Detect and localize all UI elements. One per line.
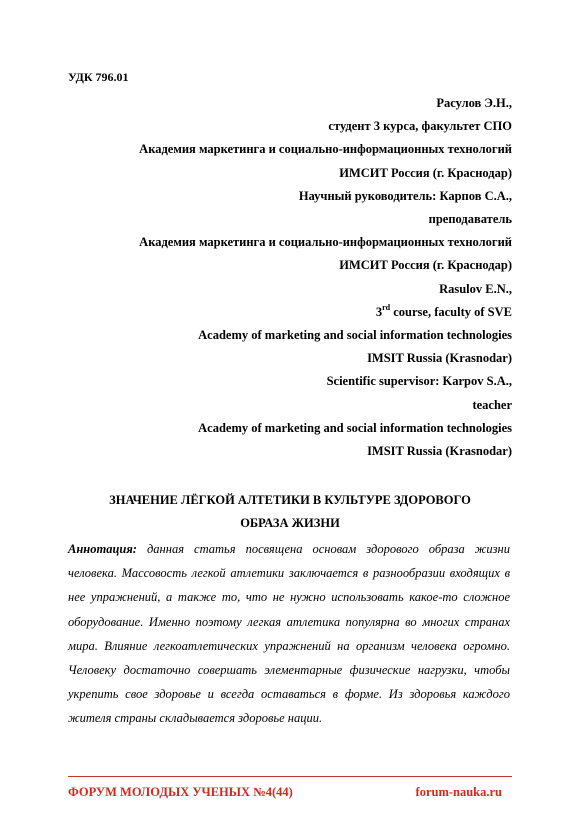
en-supervisor: Scientific supervisor: Karpov S.A., <box>326 374 512 389</box>
footer-journal-name: ФОРУМ МОЛОДЫХ УЧЕНЫХ №4(44) <box>68 785 293 799</box>
ru-institute-2: ИМСИТ Россия (г. Краснодар) <box>339 258 512 273</box>
abstract-paragraph <box>68 537 510 731</box>
abstract-text: данная статья посвящена основам здорового образа жизни человека. Массовость легкой атлетики заключается в разнообразии входящих в нее упражнений, а также то, что не нужно использовать какое-то сложное оборудование. Именно поэтому легкая атлетика популярна во многих странах мира. Влияние легкоатлетических упражнений на организм человека огромно. Человеку достаточно совершать элементарные физические нагрузки, чтобы укрепить свое здоровье и всегда оставаться в форме. Из здоровья каждого жителя страны складывается здоровье нации. <box>68 542 510 726</box>
en-author-name: Rasulov E.N., <box>439 281 512 296</box>
footer-site-link[interactable]: forum-nauka.ru <box>415 785 502 799</box>
author-block <box>139 92 512 463</box>
article-title-line-1: ЗНАЧЕНИЕ ЛЁГКОЙ АЛТЕТИКИ В КУЛЬТУРЕ ЗДОРОВОГО <box>109 493 471 507</box>
en-institute-2: IMSIT Russia (Krasnodar) <box>367 444 512 459</box>
ru-academy: Академия маркетинга и социально-информационных технологий <box>139 142 512 157</box>
en-course-rest: course, faculty of SVE <box>390 304 512 319</box>
en-academy: Academy of marketing and social information technologies <box>198 328 512 343</box>
article-title <box>60 489 520 535</box>
en-author-position <box>139 301 512 324</box>
en-course-number: 3 <box>375 304 383 319</box>
ru-academy-2: Академия маркетинга и социально-информационных технологий <box>139 235 512 250</box>
abstract-label: Аннотация: <box>68 542 137 556</box>
ru-institute: ИМСИТ Россия (г. Краснодар) <box>339 165 512 180</box>
footer-divider <box>68 776 512 777</box>
en-academy-2: Academy of marketing and social information technologies <box>198 420 512 435</box>
ru-supervisor-position: преподаватель <box>428 212 512 227</box>
article-title-line-2: ОБРАЗА ЖИЗНИ <box>240 516 340 530</box>
en-course-suffix: rd <box>382 302 391 312</box>
en-supervisor-position: teacher <box>472 397 512 412</box>
ru-author-name: Расулов Э.Н., <box>436 96 512 110</box>
ru-author-position: студент 3 курса, факультет СПО <box>328 119 512 134</box>
en-institute: IMSIT Russia (Krasnodar) <box>367 351 512 366</box>
ru-supervisor: Научный руководитель: Карпов С.А., <box>298 188 512 203</box>
udk-code: УДК 796.01 <box>68 70 129 84</box>
